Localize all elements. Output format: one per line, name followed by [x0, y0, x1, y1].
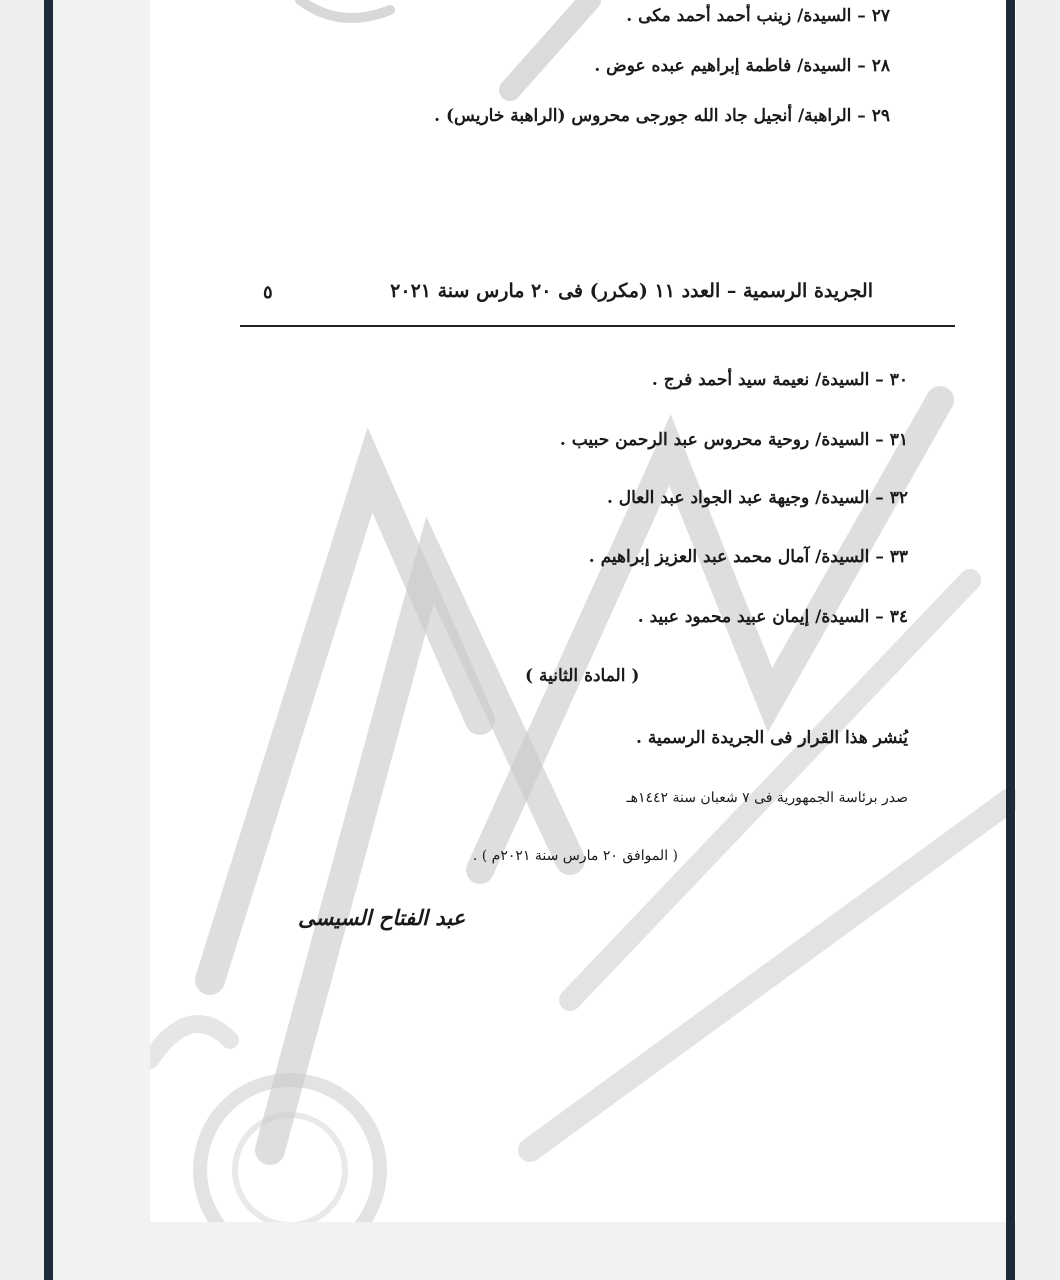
publish-line: يُنشر هذا القرار فى الجريدة الرسمية .	[636, 728, 908, 748]
gazette-header-title: الجريدة الرسمية – العدد ١١ (مكرر) فى ٢٠ مارس سنة ٢٠٢١	[390, 280, 873, 302]
corresponding-date-line: ( الموافق ٢٠ مارس سنة ٢٠٢١م ) .	[472, 848, 678, 864]
issued-date-line: صدر برئاسة الجمهورية فى ٧ شعبان سنة ١٤٤٢هـ	[626, 790, 908, 806]
document-page	[150, 0, 1016, 1222]
list-item-30: ٣٠ – السيدة/ نعيمة سيد أحمد فرج .	[651, 370, 908, 390]
header-rule	[240, 325, 955, 327]
document-viewer[interactable]	[53, 0, 1006, 1280]
presidential-signature: عبد الفتاح السيسى	[298, 905, 466, 930]
list-item-31: ٣١ – السيدة/ روحية محروس عبد الرحمن حبيب .	[559, 430, 908, 450]
viewer-frame-right	[1006, 0, 1015, 1280]
page-number: ٥	[263, 282, 273, 303]
list-item-33: ٣٣ – السيدة/ آمال محمد عبد العزيز إبراهيم .	[588, 547, 908, 567]
viewer-frame-left	[44, 0, 53, 1280]
article-heading: ( المادة الثانية )	[525, 666, 640, 686]
list-item-27: ٢٧ – السيدة/ زينب أحمد أحمد مكى .	[626, 6, 890, 26]
list-item-29: ٢٩ – الراهبة/ أنجيل جاد الله جورجى محروس (الراهبة خاريس) .	[434, 106, 890, 126]
list-item-34: ٣٤ – السيدة/ إيمان عبيد محمود عبيد .	[637, 607, 908, 627]
list-item-32: ٣٢ – السيدة/ وجيهة عبد الجواد عبد العال .	[606, 488, 908, 508]
list-item-28: ٢٨ – السيدة/ فاطمة إبراهيم عبده عوض .	[594, 56, 890, 76]
